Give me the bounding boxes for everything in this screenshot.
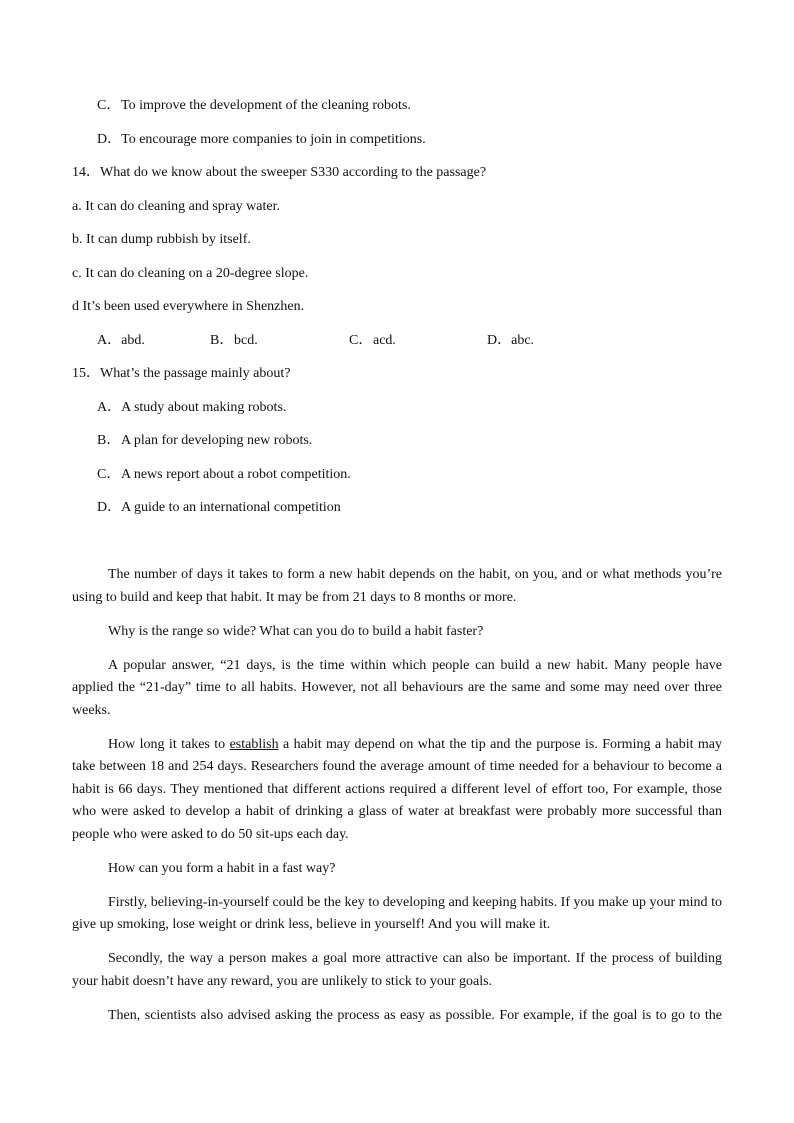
option-label: B． xyxy=(210,332,234,348)
question-number: 14． xyxy=(72,165,100,180)
question-14-stem xyxy=(72,162,722,185)
option-label: D． xyxy=(97,500,122,515)
option-label: C． xyxy=(349,332,373,348)
option-text: acd. xyxy=(373,332,396,348)
page-content xyxy=(72,95,722,1027)
option-text: To improve the development of the cleaning robots. xyxy=(121,98,411,113)
paragraph-text: a habit may depend on what the tip and the purpose is. Forming a habit may take between 18 and 254 days. Researchers found the average amount of time needed for a behaviour to become a habit is 66 days. They mentioned that different actions required a different level of effort too, For example, those who were asked to develop a habit of drinking a glass of water at breakfast were probably more successful than people who were asked to do 50 sit-ups each day. xyxy=(72,736,722,842)
question-15-stem xyxy=(72,363,722,386)
passage-paragraph: The number of days it takes to form a new habit depends on the habit, on you, and or what methods you’re using to build and keep that habit. It may be from 21 days to 8 months or more. xyxy=(72,567,722,605)
passage-paragraph: How can you form a habit in a fast way? xyxy=(108,860,336,876)
option-label: A． xyxy=(97,332,122,348)
option-text: abc. xyxy=(511,332,535,348)
reading-passage xyxy=(72,564,722,1027)
option-text: A study about making robots. xyxy=(121,399,287,415)
passage-paragraph xyxy=(72,734,722,847)
answer-options-row xyxy=(72,330,722,353)
option-text: abd. xyxy=(121,332,145,348)
passage-paragraph: Why is the range so wide? What can you do to build a habit faster? xyxy=(108,623,484,639)
passage-paragraph: A popular answer, “21 days, is the time within which people can build a new habit. Many people have applied the “21-day” time to all habits. However, not all behaviours are the same and some may need over three weeks. xyxy=(72,657,722,718)
question-text: What’s the passage mainly about? xyxy=(100,366,291,381)
statement-item: b. It can dump rubbish by itself. xyxy=(72,232,251,247)
paragraph-text: How long it takes to xyxy=(108,736,230,752)
passage-paragraph: Firstly, believing-in-yourself could be the key to developing and keeping habits. If you make up your mind to give up smoking, lose weight or drink less, believe in yourself! And you will make it. xyxy=(72,894,722,932)
question-text: What do we know about the sweeper S330 according to the passage? xyxy=(100,165,487,180)
answer-option xyxy=(72,497,722,520)
answer-option xyxy=(72,95,722,118)
answer-option xyxy=(72,129,722,152)
option-label: D． xyxy=(97,131,122,147)
statement-item: c. It can do cleaning on a 20-degree slope. xyxy=(72,265,309,281)
option-label: C． xyxy=(97,466,121,482)
question-number: 15． xyxy=(72,366,100,381)
option-label: C． xyxy=(97,98,121,113)
option-text: A news report about a robot competition. xyxy=(121,466,351,482)
option-label: B． xyxy=(97,433,121,448)
answer-option xyxy=(487,330,534,353)
answer-option xyxy=(349,330,396,353)
answer-option xyxy=(72,430,722,453)
passage-paragraph: Secondly, the way a person makes a goal more attractive can also be important. If the process of building your habit doesn’t have any reward, you are unlikely to stick to your goals. xyxy=(72,951,722,989)
statement-item: a. It can do cleaning and spray water. xyxy=(72,198,280,214)
passage-paragraph: Then, scientists also advised asking the process as easy as possible. For example, if the goal is to go to the xyxy=(108,1007,722,1023)
statement-item: d It’s been used everywhere in Shenzhen. xyxy=(72,299,305,314)
option-text: A plan for developing new robots. xyxy=(121,433,313,448)
answer-option xyxy=(97,330,145,353)
underlined-word: establish xyxy=(229,736,279,752)
answer-option xyxy=(72,397,722,420)
section-spacer xyxy=(72,531,722,554)
option-text: A guide to an international competition xyxy=(121,500,341,515)
option-text: To encourage more companies to join in competitions. xyxy=(121,131,426,147)
answer-option xyxy=(72,464,722,487)
option-text: bcd. xyxy=(234,332,258,348)
answer-option xyxy=(210,330,258,353)
option-label: A． xyxy=(97,399,122,415)
option-label: D． xyxy=(487,332,512,348)
